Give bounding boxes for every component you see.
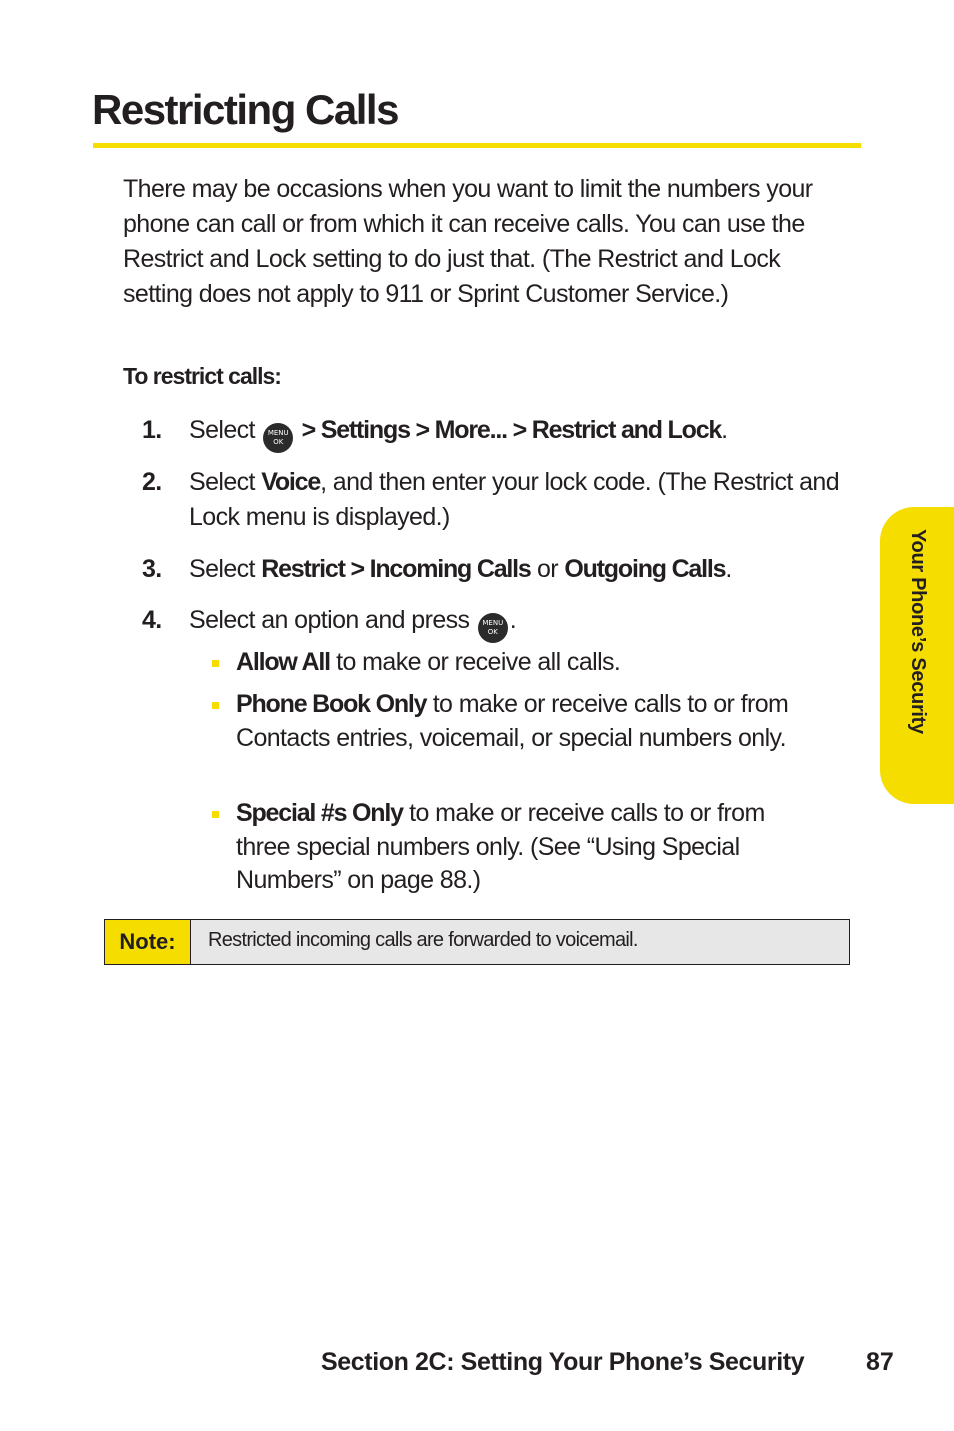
note-label: Note:	[105, 920, 191, 964]
menu-ok-key-icon: MENU OK	[263, 423, 293, 453]
page-number: 87	[866, 1348, 894, 1376]
step-text: Select Restrict > Incoming Calls or Outgoing Calls.	[189, 555, 732, 583]
page-title: Restricting Calls	[92, 86, 398, 133]
footer-section-title: Section 2C: Setting Your Phone’s Security	[321, 1348, 805, 1376]
step-text: Select MENU OK > Settings > More... > Restrict and Lock.	[189, 413, 869, 453]
title-divider	[93, 143, 861, 148]
menu-path-outgoing: Outgoing Calls	[564, 555, 726, 583]
step-number: 4.	[142, 606, 162, 634]
procedure-heading: To restrict calls:	[123, 363, 281, 389]
menu-path: > Settings > More... > Restrict and Lock	[301, 416, 722, 444]
step-number: 3.	[142, 555, 162, 583]
side-tab-label: Your Phone’s Security	[907, 529, 929, 734]
option-voice: Voice	[261, 468, 321, 496]
note-text: Restricted incoming calls are forwarded to voicemail.	[208, 929, 638, 951]
menu-ok-key-icon: MENU OK	[478, 613, 508, 643]
bullet-square-icon	[212, 811, 219, 818]
menu-path-incoming: Restrict > Incoming Calls	[261, 555, 531, 583]
option-text: Phone Book Only to make or receive calls to or from Contacts entries, voicemail, or special numbers only.	[236, 690, 789, 752]
step-number: 2.	[142, 468, 162, 496]
bullet-square-icon	[212, 702, 219, 709]
step-pre: Select	[189, 416, 255, 444]
section-side-tab	[880, 507, 954, 804]
step-text: Select an option and press MENU OK .	[189, 603, 869, 643]
step-text: Select Voice, and then enter your lock code. (The Restrict and Lock menu is displayed.)	[189, 468, 839, 531]
option-text: Special #s Only to make or receive calls to or from three special numbers only. (See “Using Special Numbers” on page 88.)	[236, 799, 765, 894]
intro-paragraph: There may be occasions when you want to limit the numbers your phone can call or from which it can receive calls. You can use the Restrict and Lock setting to do just that. (The Restrict and Lock setting does not apply to 911 or Sprint Customer Service.)	[123, 175, 813, 308]
bullet-square-icon	[212, 660, 219, 667]
note-box	[104, 919, 850, 965]
step-number: 1.	[142, 416, 162, 444]
option-text: Allow All to make or receive all calls.	[236, 648, 621, 676]
